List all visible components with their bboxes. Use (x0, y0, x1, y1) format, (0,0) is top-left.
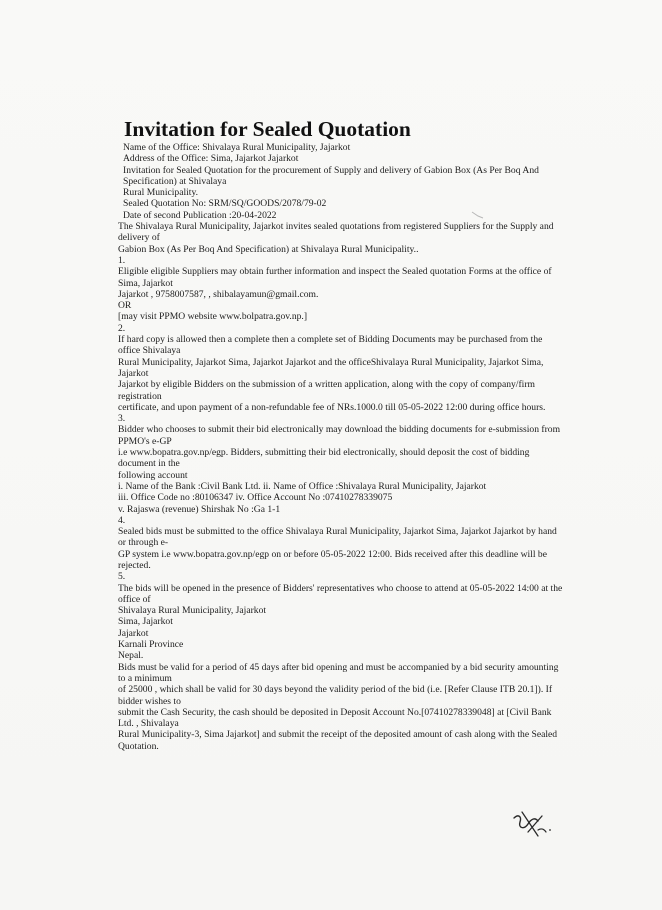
intro-paragraph-line: delivery of (118, 232, 160, 244)
intro-paragraph-line: Gabion Box (As Per Boq And Specification) at Shivalaya Rural Municipality.. (118, 243, 419, 255)
bid-security-line: submit the Cash Security, the cash should be deposited in Deposit Account No.[07410278339048] at [Civil Bank (118, 706, 552, 718)
bid-security-line: Rural Municipality-3, Sima Jajarkot] and submit the receipt of the deposited amount of cash along with the Sealed (118, 729, 558, 741)
handwritten-signature (508, 808, 556, 842)
address-line: Nepal. (118, 650, 144, 662)
section-5-line: office of (118, 593, 151, 605)
section-2-line: Rural Municipality, Jajarkot Sima, Jajarkot Jajarkot and the officeShivalaya Rural Municipality, Jajarkot Sima, (118, 356, 544, 368)
invitation-line: Invitation for Sealed Quotation for the procurement of Supply and delivery of Gabion Box (As Per Boq And (123, 164, 539, 176)
section-4-line: or through e- (118, 537, 169, 549)
address-line: Jajarkot (118, 627, 149, 639)
bid-security-line: of 25000 , which shall be valid for 30 days beyond the validity period of the bid (i.e. [Refer Clause ITB 20.1]). If (118, 684, 553, 696)
quotation-number-line: Sealed Quotation No: SRM/SQ/GOODS/2078/79-02 (123, 198, 327, 210)
notice-body (118, 142, 616, 752)
section-5-line: The bids will be opened in the presence of Bidders' representatives who choose to attend at 05-05-2022 14:00 at the (118, 582, 563, 594)
address-line: Karnali Province (118, 639, 184, 651)
bank-details-line: i. Name of the Bank :Civil Bank Ltd. ii. Name of Office :Shivalaya Rural Municipality, Jajarkot (118, 480, 487, 492)
bid-security-line: to a minimum (118, 672, 172, 684)
section-number: 5. (118, 571, 126, 583)
address-line: Sima, Jajarkot (118, 616, 173, 628)
invitation-line-end: Rural Municipality. (123, 187, 199, 199)
office-address-line: Address of the Office: Sima, Jajarkot Jajarkot (123, 153, 299, 165)
bid-security-line: Quotation. (118, 740, 159, 752)
section-3-line: PPMO's e-GP (118, 435, 172, 447)
section-3-line: document in the (118, 458, 180, 470)
section-2-line: Jajarkot by eligible Bidders on the submission of a written application, along with the copy of company/firm (118, 379, 535, 391)
section-2-line: certificate, and upon payment of a non-refundable fee of NRs.1000.0 till 05-05-2022 12:00 during office hours. (118, 401, 546, 413)
section-number: 2. (118, 322, 126, 334)
document-title: Invitation for Sealed Quotation (124, 117, 411, 141)
section-3-line: following account (118, 469, 188, 481)
section-2-line: office Shivalaya (118, 345, 181, 357)
section-4-line: Sealed bids must be submitted to the office Shivalaya Rural Municipality, Jajarkot Sima, Jajarkot Jajarkot by hand (118, 526, 557, 538)
contact-line: Jajarkot , 9758007587, , shibalayamun@gmail.com. (118, 288, 319, 300)
section-2-line: If hard copy is allowed then a complete then a complete set of Bidding Documents may be purchased from the (118, 334, 543, 346)
publication-date-line: Date of second Publication :20-04-2022 (123, 209, 277, 221)
section-4-line: rejected. (118, 559, 151, 571)
section-2-line: registration (118, 390, 162, 402)
bid-security-line: Ltd. , Shivalaya (118, 718, 179, 730)
office-name-line: Name of the Office: Shivalaya Rural Municipality, Jajarkot (123, 142, 351, 153)
section-3-line: i.e www.bopatra.gov.np/egp. Bidders, submitting their bid electronically, should deposit the cost of bidding (118, 447, 530, 459)
address-line: Shivalaya Rural Municipality, Jajarkot (118, 605, 267, 617)
section-4-line: GP system i.e www.bopatra.gov.np/egp on or before 05-05-2022 12:00. Bids received after this deadline will be (118, 548, 547, 560)
section-2-line: Jajarkot (118, 367, 149, 379)
section-1-line: Sima, Jajarkot (118, 277, 173, 289)
section-3-line: Bidder who chooses to submit their bid electronically may download the bidding documents for e-submission from (118, 424, 561, 436)
intro-paragraph-line: The Shivalaya Rural Municipality, Jajarkot invites sealed quotations from registered Suppliers for the Supply and (118, 221, 554, 233)
invitation-line-cont: Specification) at Shivalaya (123, 175, 227, 187)
bid-security-line: bidder wishes to (118, 695, 181, 707)
section-1-line: Eligible eligible Suppliers may obtain further information and inspect the Sealed quotation Forms at the office of (118, 266, 552, 278)
bank-details-line: v. Rajaswa (revenue) Shirshak No :Ga 1-1 (118, 503, 281, 515)
bid-security-line: Bids must be valid for a period of 45 days after bid opening and must be accompanied by a bid security amounting (118, 661, 559, 673)
bank-details-line: iii. Office Code no :80106347 iv. Office Account No :07410278339075 (118, 492, 393, 504)
section-number: 4. (118, 514, 126, 526)
section-number: 1. (118, 254, 126, 266)
section-number: 3. (118, 413, 126, 425)
section-1-line: OR (118, 300, 132, 312)
ppmo-website-line: [may visit PPMO website www.bolpatra.gov.np.] (118, 311, 308, 323)
